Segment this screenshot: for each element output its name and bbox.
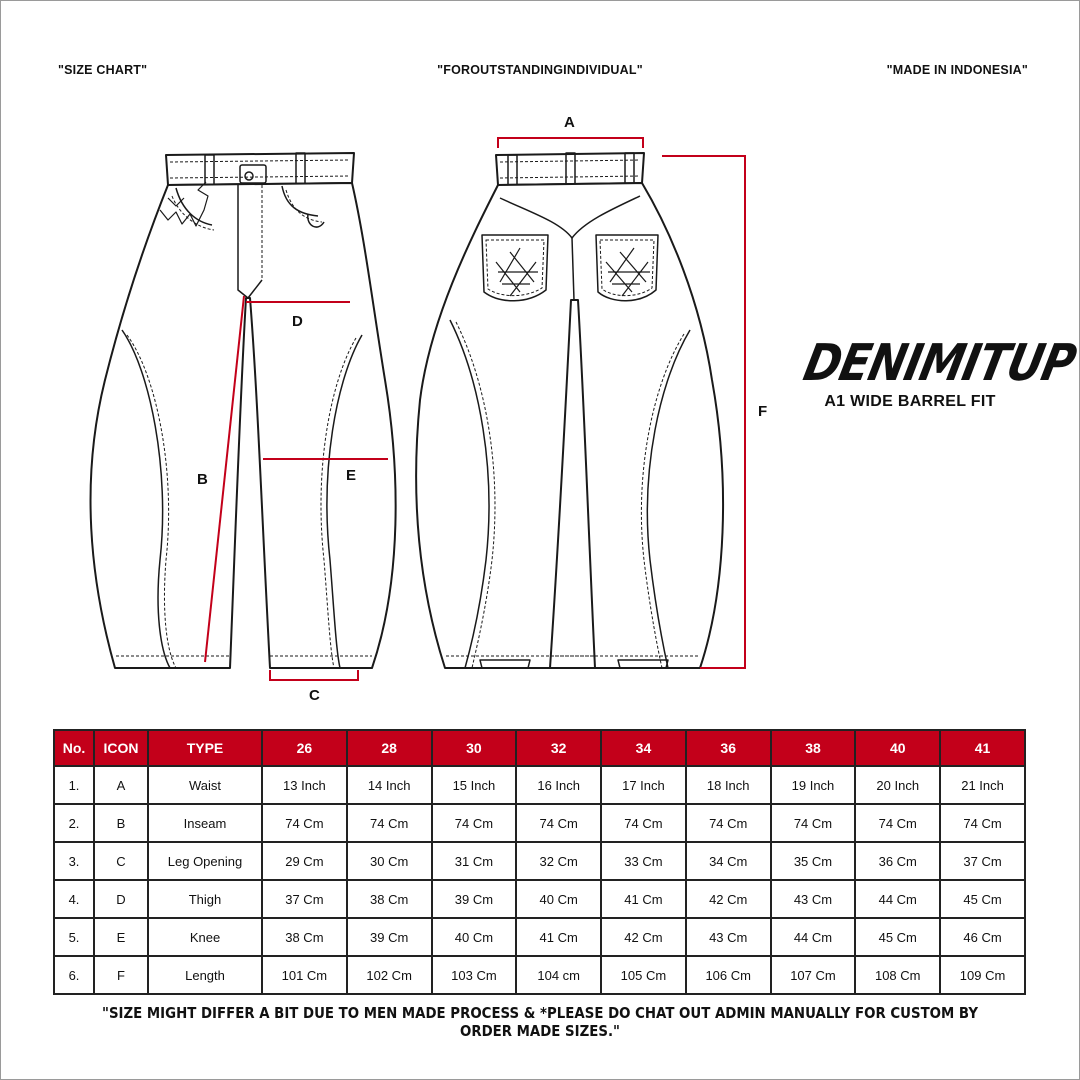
table-cell: 74 Cm bbox=[262, 804, 347, 842]
table-cell: 103 Cm bbox=[432, 956, 517, 994]
header-cell: 32 bbox=[516, 730, 601, 766]
header-cell: 36 bbox=[686, 730, 771, 766]
header-cell: 30 bbox=[432, 730, 517, 766]
table-cell: 42 Cm bbox=[686, 880, 771, 918]
table-cell: Inseam bbox=[148, 804, 262, 842]
brand-logo: DENIMITUP bbox=[798, 334, 1080, 393]
table-cell: 34 Cm bbox=[686, 842, 771, 880]
table-cell: 30 Cm bbox=[347, 842, 432, 880]
size-table bbox=[53, 729, 1026, 995]
table-cell: 101 Cm bbox=[262, 956, 347, 994]
table-row bbox=[54, 880, 1025, 918]
table-cell: 21 Inch bbox=[940, 766, 1025, 804]
label-f: F bbox=[758, 403, 768, 420]
header-slogan: "FOROUTSTANDINGINDIVIDUAL" bbox=[437, 63, 643, 77]
table-cell: 105 Cm bbox=[601, 956, 686, 994]
header-size-chart: "SIZE CHART" bbox=[58, 63, 148, 77]
measure-line-a bbox=[498, 138, 643, 148]
table-cell: 31 Cm bbox=[432, 842, 517, 880]
header-cell: ICON bbox=[94, 730, 148, 766]
table-cell: B bbox=[94, 804, 148, 842]
brand-subtitle: A1 WIDE BARREL FIT bbox=[824, 393, 996, 410]
label-d: D bbox=[292, 313, 303, 330]
table-cell: 39 Cm bbox=[432, 880, 517, 918]
table-cell: 102 Cm bbox=[347, 956, 432, 994]
table-cell: 106 Cm bbox=[686, 956, 771, 994]
header-cell: 28 bbox=[347, 730, 432, 766]
footer-note: "SIZE MIGHT DIFFER A BIT DUE TO MEN MADE PROCESS & *PLEASE DO CHAT OUT ADMIN MANUALLY FOR CUSTOM BY ORDER MADE SIZES." bbox=[102, 1004, 978, 1040]
table-cell: 38 Cm bbox=[262, 918, 347, 956]
table-cell: 40 Cm bbox=[432, 918, 517, 956]
measure-line-c bbox=[270, 670, 358, 680]
table-cell: 74 Cm bbox=[855, 804, 940, 842]
label-a: A bbox=[564, 114, 575, 131]
table-cell: 4. bbox=[54, 880, 94, 918]
table-cell: 6. bbox=[54, 956, 94, 994]
table-cell: 44 Cm bbox=[771, 918, 856, 956]
table-cell: 1. bbox=[54, 766, 94, 804]
table-cell: Knee bbox=[148, 918, 262, 956]
table-cell: 35 Cm bbox=[771, 842, 856, 880]
label-c: C bbox=[309, 687, 320, 704]
table-cell: 18 Inch bbox=[686, 766, 771, 804]
table-cell: 16 Inch bbox=[516, 766, 601, 804]
table-cell: Waist bbox=[148, 766, 262, 804]
table-cell: Length bbox=[148, 956, 262, 994]
table-cell: D bbox=[94, 880, 148, 918]
table-cell: 44 Cm bbox=[855, 880, 940, 918]
table-cell: 20 Inch bbox=[855, 766, 940, 804]
table-cell: 43 Cm bbox=[771, 880, 856, 918]
front-jeans-drawing bbox=[91, 153, 396, 668]
header-cell: 34 bbox=[601, 730, 686, 766]
table-cell: 37 Cm bbox=[940, 842, 1025, 880]
table-cell: C bbox=[94, 842, 148, 880]
table-cell: 107 Cm bbox=[771, 956, 856, 994]
header-cell: 41 bbox=[940, 730, 1025, 766]
table-cell: 74 Cm bbox=[432, 804, 517, 842]
table-cell: 37 Cm bbox=[262, 880, 347, 918]
table-cell: 3. bbox=[54, 842, 94, 880]
table-cell: F bbox=[94, 956, 148, 994]
table-cell: 32 Cm bbox=[516, 842, 601, 880]
header-cell: TYPE bbox=[148, 730, 262, 766]
table-cell: 42 Cm bbox=[601, 918, 686, 956]
table-cell: 41 Cm bbox=[516, 918, 601, 956]
table-row bbox=[54, 918, 1025, 956]
table-cell: 46 Cm bbox=[940, 918, 1025, 956]
table-cell: 104 cm bbox=[516, 956, 601, 994]
table-header-row bbox=[54, 730, 1025, 766]
table-cell: 74 Cm bbox=[347, 804, 432, 842]
table-cell: Thigh bbox=[148, 880, 262, 918]
table-cell: Leg Opening bbox=[148, 842, 262, 880]
table-cell: 45 Cm bbox=[855, 918, 940, 956]
table-cell: 74 Cm bbox=[516, 804, 601, 842]
table-cell: 74 Cm bbox=[601, 804, 686, 842]
table-cell: 39 Cm bbox=[347, 918, 432, 956]
table-cell: 14 Inch bbox=[347, 766, 432, 804]
header-cell: 40 bbox=[855, 730, 940, 766]
table-cell: 40 Cm bbox=[516, 880, 601, 918]
table-cell: 33 Cm bbox=[601, 842, 686, 880]
table-row bbox=[54, 766, 1025, 804]
table-cell: E bbox=[94, 918, 148, 956]
table-cell: 2. bbox=[54, 804, 94, 842]
label-e: E bbox=[346, 467, 357, 484]
table-cell: 74 Cm bbox=[771, 804, 856, 842]
table-cell: 43 Cm bbox=[686, 918, 771, 956]
table-cell: 17 Inch bbox=[601, 766, 686, 804]
table-cell: 41 Cm bbox=[601, 880, 686, 918]
table-body bbox=[54, 766, 1025, 994]
header-cell: No. bbox=[54, 730, 94, 766]
table-cell: 36 Cm bbox=[855, 842, 940, 880]
table-cell: 13 Inch bbox=[262, 766, 347, 804]
back-jeans-drawing bbox=[416, 153, 723, 668]
header-origin: "MADE IN INDONESIA" bbox=[886, 63, 1028, 77]
table-cell: 19 Inch bbox=[771, 766, 856, 804]
table-cell: 15 Inch bbox=[432, 766, 517, 804]
table-cell: 74 Cm bbox=[940, 804, 1025, 842]
table-row bbox=[54, 956, 1025, 994]
table-cell: 109 Cm bbox=[940, 956, 1025, 994]
header-cell: 26 bbox=[262, 730, 347, 766]
table-cell: 108 Cm bbox=[855, 956, 940, 994]
table-row bbox=[54, 804, 1025, 842]
label-b: B bbox=[197, 471, 208, 488]
table-cell: 74 Cm bbox=[686, 804, 771, 842]
table-cell: A bbox=[94, 766, 148, 804]
brand-block bbox=[798, 334, 1080, 411]
header-cell: 38 bbox=[771, 730, 856, 766]
table-cell: 29 Cm bbox=[262, 842, 347, 880]
table-cell: 5. bbox=[54, 918, 94, 956]
table-row bbox=[54, 842, 1025, 880]
table-cell: 38 Cm bbox=[347, 880, 432, 918]
table-cell: 45 Cm bbox=[940, 880, 1025, 918]
